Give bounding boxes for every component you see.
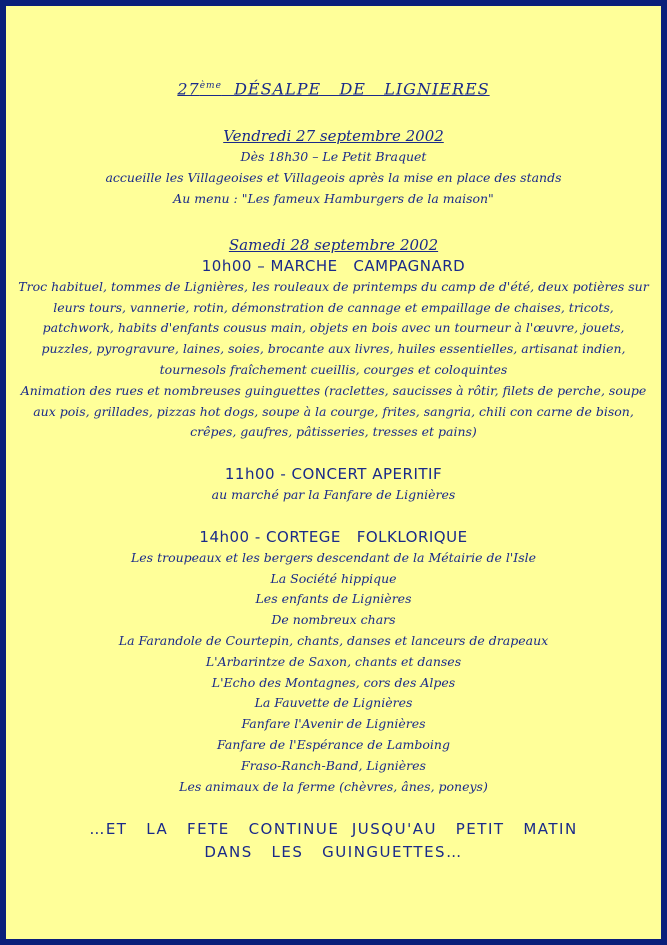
list-item: La Farandole de Courtepin, chants, danses et lanceurs de drapeaux xyxy=(118,633,549,649)
market-description: Troc habituel, tommes de Lignières, les rouleaux de printemps du camp de d'été, deux potières sur leurs tours, vannerie, rotin, démonstration de cannage et empaillage de chaises, tricots, patchwork, habits d'enfants cousus main, objets en bois avec un tourneur à l'œuvre, jouets, puzzles, pyrogravure, laines, soies, brocante aux livres, huiles essentielles, artisanat indien, tournesols fraîchement cueillis, courges et coloquintes xyxy=(18,278,649,377)
list-item: Fraso-Ranch-Band, Lignières xyxy=(241,757,426,773)
finale xyxy=(12,818,655,864)
finale-line-1: …ET LA FETE CONTINUE JUSQU'AU PETIT MATIN xyxy=(89,820,578,839)
poster-content xyxy=(12,74,655,864)
list-item: Fanfare l'Avenir de Lignières xyxy=(241,716,426,732)
friday-date: Vendredi 27 septembre 2002 xyxy=(223,127,444,146)
list-item: De nombreux chars xyxy=(271,612,396,628)
list-item: Les enfants de Lignières xyxy=(255,591,412,607)
list-item: La Société hippique xyxy=(270,570,397,586)
list-item: La Fauvette de Lignières xyxy=(254,695,413,711)
market-heading: 10h00 – MARCHE CAMPAGNARD xyxy=(201,256,466,275)
concert-text: au marché par la Fanfare de Lignières xyxy=(211,487,456,503)
friday-line: Dès 18h30 – Le Petit Braquet xyxy=(240,149,427,165)
parade-heading: 14h00 - CORTEGE FOLKLORIQUE xyxy=(199,527,468,546)
concert-heading: 11h00 - CONCERT APERITIF xyxy=(224,465,443,484)
saturday-date: Samedi 28 septembre 2002 xyxy=(228,235,439,254)
friday-line: accueille les Villageoises et Villageois après la mise en place des stands xyxy=(105,170,562,186)
parade-list xyxy=(12,548,655,798)
list-item: Les troupeaux et les bergers descendant de la Métairie de l'Isle xyxy=(130,549,537,565)
list-item: L'Echo des Montagnes, cors des Alpes xyxy=(211,674,456,690)
market-animation: Animation des rues et nombreuses guinguettes (raclettes, saucisses à rôtir, filets de perche, soupe aux pois, grillades, pizzas hot dogs, soupe à la courge, frites, sangria, chili con carne de bison, crêpes, gaufres, pâtisseries, tresses et pains) xyxy=(20,382,647,440)
list-item: Les animaux de la ferme (chèvres, ânes, poneys) xyxy=(179,778,488,794)
page-title: 27ème DÉSALPE DE LIGNIERES xyxy=(177,79,490,99)
list-item: Fanfare de l'Espérance de Lamboing xyxy=(217,737,450,753)
finale-line-2: DANS LES GUINGUETTES… xyxy=(204,843,463,862)
friday-line: Au menu : "Les fameux Hamburgers de la maison" xyxy=(173,190,494,206)
list-item: L'Arbarintze de Saxon, chants et danses xyxy=(205,653,462,669)
